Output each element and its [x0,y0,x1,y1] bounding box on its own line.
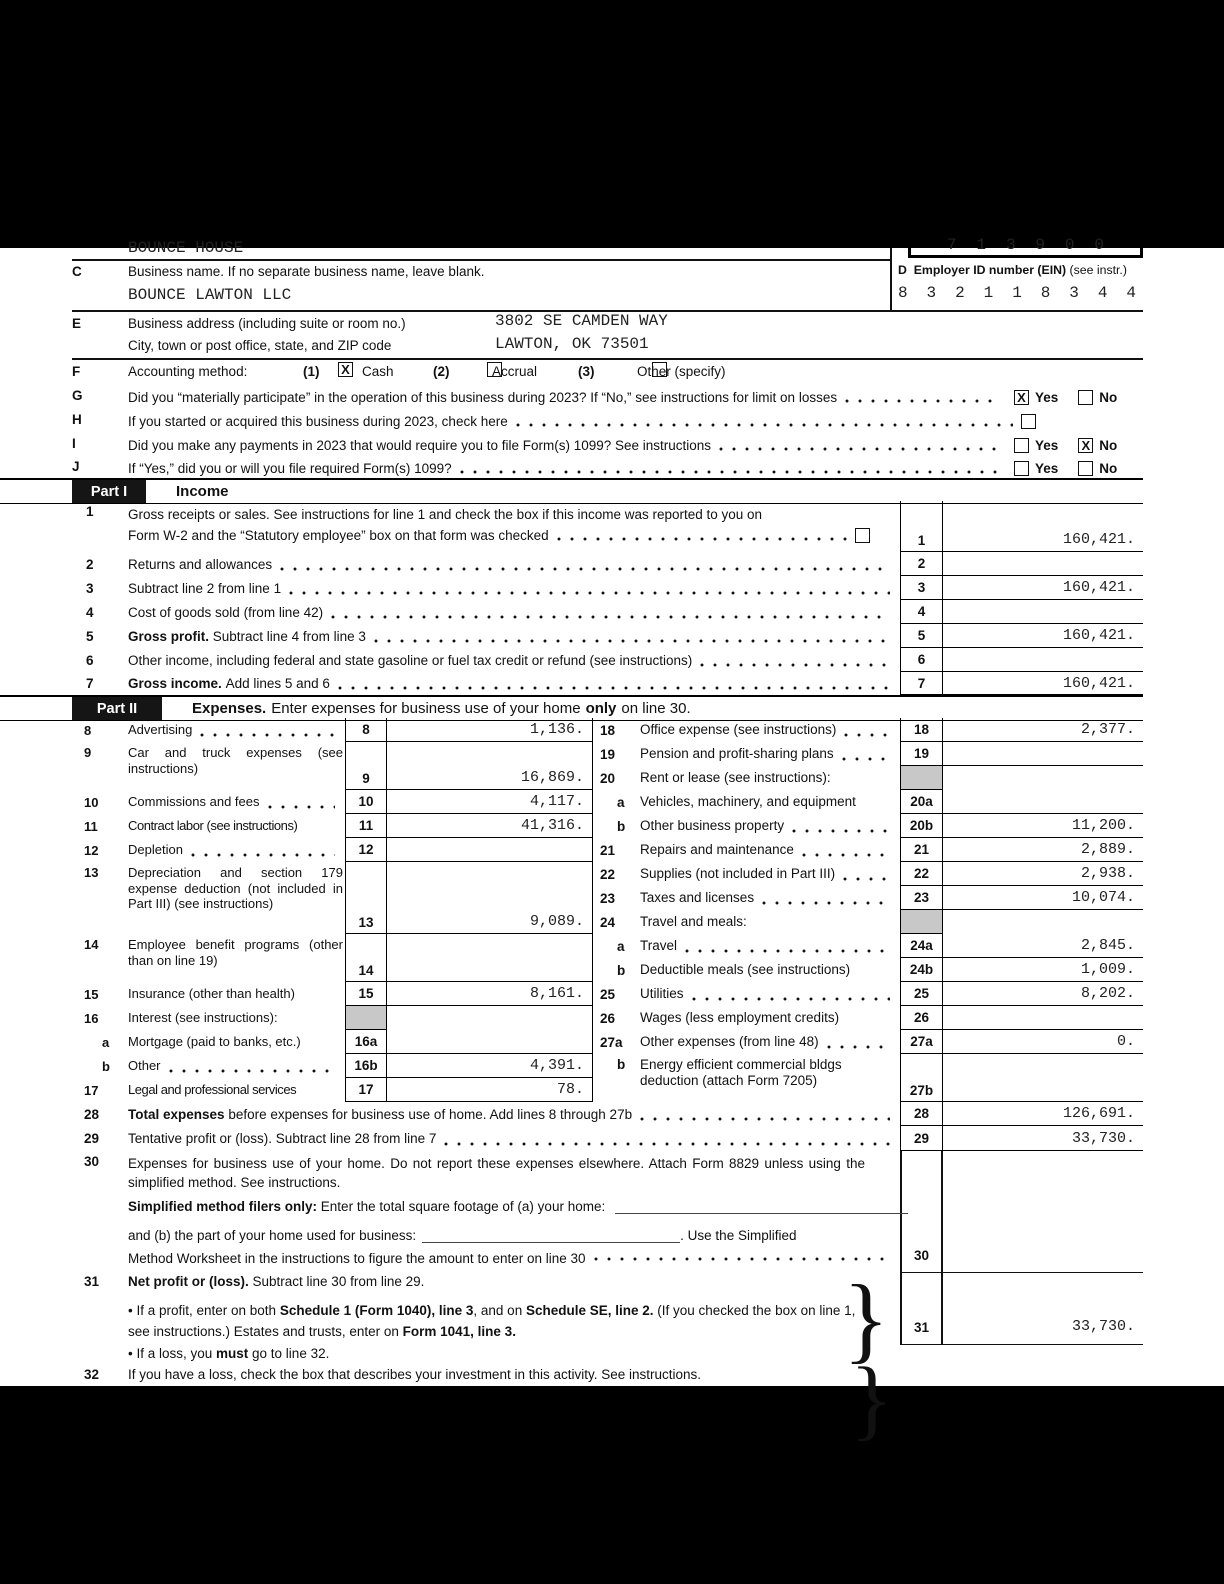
line27b-row: b Energy efficient commercial bldgs deduction (attach Form 7205) 27b [600,1054,1143,1102]
line1-amount: 160,421. [943,501,1143,552]
line24-row: 24 Travel and meals: [600,910,1143,934]
line-e-label2: City, town or post office, state, and ZIP code [128,338,392,353]
line-i-answer: Yes X No [1014,434,1131,456]
line2-row: 2 Returns and allowances 2 [0,552,1143,576]
line-c-letter: C [72,264,82,279]
dot-leader [460,469,1000,475]
business-code-digit: 0 [1094,236,1104,254]
line-i-letter: I [72,436,76,451]
line14-row: 14 Employee benefit programs (other than on line 19) 14 [0,934,593,982]
line3-row: 3 Subtract line 2 from line 1 3 160,421. [0,576,1143,600]
gray-cell [345,1006,387,1030]
line17-row: 17 Legal and professional services 17 78. [0,1078,593,1102]
gray-cell [900,910,943,934]
ein-field: 8 3 2 1 1 8 3 4 4 [898,284,1136,302]
part2-right-table [600,718,1143,1102]
line-g-letter: G [72,388,83,403]
dot-leader [516,422,1013,428]
line28-amount: 126,691. [943,1102,1143,1126]
line-f-letter: F [72,364,81,379]
line32-brace-partial: } [850,1350,894,1449]
statutory-employee-checkbox [855,528,870,543]
line4-amount [943,600,1143,624]
gray-cell [900,766,943,790]
line29-row: 29 Tentative profit or (loss). Subtract line 28 from line 7 29 33,730. [0,1126,1143,1151]
business-name-field: BOUNCE LAWTON LLC [128,286,292,304]
line1-text1: Gross receipts or sales. See instructions for line 1 and check the box if this income was reported to you on [128,507,763,522]
accounting-method-label: Accounting method: [128,364,248,379]
line31-bullet2: • If a loss, you must go to line 32. [128,1346,330,1361]
line24a-amount: 2,845. [943,934,1143,958]
line-c-label: Business name. If no separate business name, leave blank. [128,264,485,279]
i-no-checkbox [1078,438,1093,453]
part2-title: Expenses. Enter expenses for business use of your home only on line 30. [192,700,691,717]
business-code-digit: 0 [1064,236,1075,254]
line15-amount: 8,161. [387,982,593,1006]
line19-amount [943,742,1143,766]
line16b-row: b Other 16b 4,391. [0,1054,593,1078]
line2-amount [943,552,1143,576]
line12-amount [387,838,593,862]
cash-label: Cash [362,364,394,379]
line4-row: 4 Cost of goods sold (from line 42) 4 [0,600,1143,624]
part1-tab: Part I [72,480,146,503]
h-checkbox [1021,414,1036,429]
business-code-digit: 7 [947,236,957,254]
principal-business-value-partial: BOUNCE HOUSE [128,239,244,257]
dot-leader [719,446,1000,452]
i-yes-checkbox [1014,438,1029,453]
line8-row: 8 Advertising 8 1,136. [0,718,593,742]
j-no-checkbox [1078,461,1093,476]
line27a-amount: 0. [943,1030,1143,1054]
line-i-row [128,434,1008,456]
cell-divider [900,1344,1143,1345]
accrual-label: Accrual [492,364,538,379]
line21-row: 21 Repairs and maintenance 21 2,889. [600,838,1143,862]
part1-table [0,501,1143,695]
dot-leader [845,398,1000,404]
line20b-row: b Other business property 20b 11,200. [600,814,1143,838]
line25-amount: 8,202. [943,982,1143,1006]
line31-cell-number: 31 [913,1320,930,1335]
line26-amount [943,1006,1143,1030]
divider [72,259,890,261]
dot-leader [557,536,847,542]
line16b-amount: 4,391. [387,1054,593,1078]
line18-amount: 2,377. [943,718,1143,742]
line5-row: 5 Gross profit. Subtract line 4 from line 3 5 160,421. [0,624,1143,648]
business-code-digit: 3 [1005,236,1016,254]
line1-text2: Form W-2 and the “Statutory employee” box on that form was checked [128,528,549,543]
line12-row: 12 Depletion 12 [0,838,593,862]
business-address-field: 3802 SE CAMDEN WAY [495,312,668,330]
line-e-label1: Business address (including suite or room no.) [128,316,406,331]
line30-worksheet-row: Method Worksheet in the instructions to figure the amount to enter on line 30 [128,1251,900,1266]
line-d-letter: D [898,263,907,277]
line-d-label: D Employer ID number (EIN) (see instr.) [898,263,1127,277]
business-code-digit: 9 [1035,236,1046,254]
line-j-answer: Yes No [1014,457,1131,479]
g-yes-checkbox [1014,390,1029,405]
line10-row: 10 Commissions and fees 10 4,117. [0,790,593,814]
part2-left-table [0,718,593,1102]
line9-row: 9 Car and truck expenses (see instructions) 9 16,869. [0,742,593,790]
j-yes-checkbox [1014,461,1029,476]
line6-amount [943,648,1143,672]
business-sqft-field [422,1227,680,1243]
line29-amount: 33,730. [943,1126,1143,1151]
option3-number: (3) [578,364,595,379]
line8-amount: 1,136. [387,718,593,742]
line25-row: 25 Utilities 25 8,202. [600,982,1143,1006]
line-h-letter: H [72,412,82,427]
line32-number: 32 [84,1367,100,1382]
line30-number: 30 [84,1154,100,1169]
line13-row: 13 Depreciation and section 179 expense deduction (not included in Part III) (see instructions) 13 9,089. [0,862,593,934]
divider [890,248,892,310]
line20a-amount [943,790,1143,814]
line-h-text: If you started or acquired this business during 2023, check here [128,413,508,429]
line7-row: 7 Gross income. Add lines 5 and 6 7 160,421. [0,672,1143,695]
cell-divider [900,1272,1143,1273]
line24b-amount: 1,009. [943,958,1143,982]
line15-row: 15 Insurance (other than health) 15 8,161. [0,982,593,1006]
line20-row: 20 Rent or lease (see instructions): [600,766,1143,790]
line5-amount: 160,421. [943,624,1143,648]
line16-row: 16 Interest (see instructions): [0,1006,593,1030]
line23-amount: 10,074. [943,886,1143,910]
line11-row: 11 Contract labor (see instructions) 11 41,316. [0,814,593,838]
city-state-zip-field: LAWTON, OK 73501 [495,335,649,353]
schedule-c-form [0,236,1224,1449]
line16a-amount [387,1030,593,1054]
line32-text: If you have a loss, check the box that describes your investment in this activity. See instructions. [128,1367,702,1382]
line30-text: Expenses for business use of your home. Do not report these expenses elsewhere. Attach Form 8829 unless using the simplified method. See instructions. [128,1156,865,1190]
line20a-row: a Vehicles, machinery, and equipment 20a [600,790,1143,814]
line-g-row [128,386,1008,408]
line-h-row [128,410,1036,432]
line-g-text: Did you “materially participate” in the operation of this business during 2023? If “No,” see instructions for limit on losses [128,389,838,405]
line11-amount: 41,316. [387,814,593,838]
line28-row: 28 Total expenses before expenses for business use of home. Add lines 8 through 27b 28 126,691. [0,1102,1143,1126]
line30-cell-number: 30 [913,1248,930,1263]
line24a-row: a Travel 24a 2,845. [600,934,1143,958]
line30-business-sqft-row: and (b) the part of your home used for business: . Use the Simplified [128,1228,797,1243]
option1-number: (1) [303,364,320,379]
line3-amount: 160,421. [943,576,1143,600]
line30-sqft-row: Simplified method filers only: Enter the total square footage of (a) your home: [128,1198,908,1214]
other-method-label: Other (specify) [637,364,726,379]
line13-amount: 9,089. [387,862,593,934]
part2-tab: Part II [72,697,162,720]
cash-checkbox [338,362,353,377]
divider [72,358,1143,360]
line31-text: Net profit or (loss). Subtract line 30 from line 29. [128,1274,425,1289]
home-sqft-field [615,1198,908,1214]
line1-row: 1 Gross receipts or sales. See instructions for line 1 and check the box if this income was reported to you on Form W-2 and the “Statutory employee” box on that form was checked 1 160,421. [0,501,1143,552]
line-g-answer: X Yes No [1014,386,1131,408]
line19-row: 19 Pension and profit-sharing plans 19 [600,742,1143,766]
line22-amount: 2,938. [943,862,1143,886]
line20b-amount: 11,200. [943,814,1143,838]
g-no-checkbox [1078,390,1093,405]
line6-row: 6 Other income, including federal and state gasoline or fuel tax credit or refund (see instructions) 6 [0,648,1143,672]
line31-brace: } [843,1265,890,1372]
line27a-row: 27a Other expenses (from line 48) 27a 0. [600,1030,1143,1054]
line21-amount: 2,889. [943,838,1143,862]
line7-amount: 160,421. [943,672,1143,695]
line-j-row [128,457,1008,479]
line24b-row: b Deductible meals (see instructions) 24b 1,009. [600,958,1143,982]
line27b-amount [943,1054,1143,1102]
business-code-digit: 1 [976,236,987,254]
line10-amount: 4,117. [387,790,593,814]
line-j-letter: J [72,459,80,474]
line-i-text: Did you make any payments in 2023 that would require you to file Form(s) 1099? See instructions [128,437,712,453]
part1-title: Income [176,483,229,500]
line-j-text: If “Yes,” did you or will you file required Form(s) 1099? [128,460,452,476]
line18-row: 18 Office expense (see instructions) 18 2,377. [600,718,1143,742]
line-e-letter: E [72,316,82,331]
line17-amount: 78. [387,1078,593,1102]
line31-bullet1: • If a profit, enter on both Schedule 1 (Form 1040), line 3, and on Schedule SE, line 2. (If you checked the box on line 1, see instructions.) Estates and trusts, enter on Form 1041, line 3. [128,1303,856,1339]
line31-number: 31 [84,1274,100,1289]
line26-row: 26 Wages (less employment credits) 26 [600,1006,1143,1030]
line31-amount: 33,730. [1071,1318,1135,1335]
business-code-box [908,228,1143,258]
line22-row: 22 Supplies (not included in Part III) 22 2,938. [600,862,1143,886]
option2-number: (2) [433,364,450,379]
line9-amount: 16,869. [387,742,593,790]
line16a-row: a Mortgage (paid to banks, etc.) 16a [0,1030,593,1054]
line14-amount [387,934,593,982]
line23-row: 23 Taxes and licenses 23 10,074. [600,886,1143,910]
